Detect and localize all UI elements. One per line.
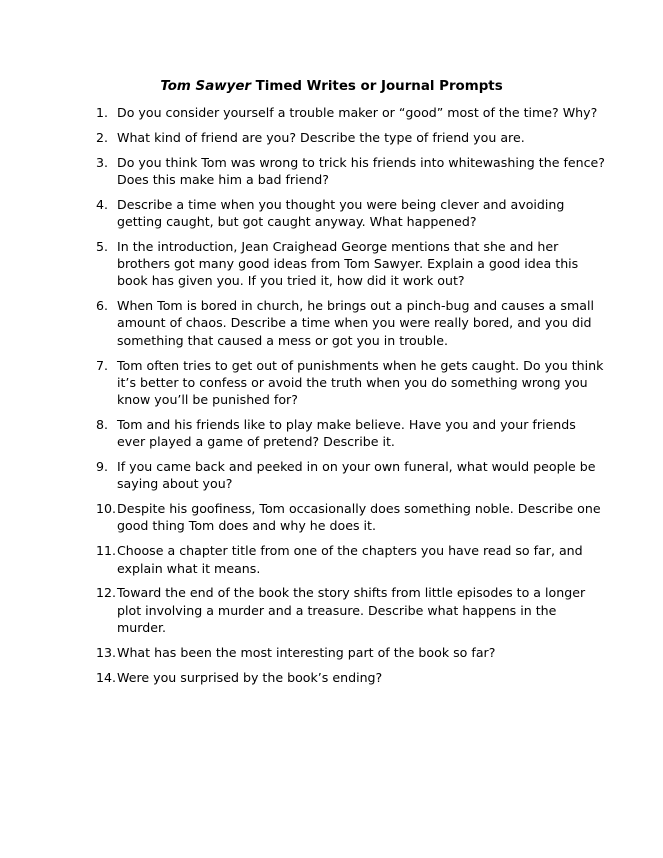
title-book-name: Tom Sawyer	[160, 79, 252, 94]
prompt-number: 1.	[96, 105, 109, 120]
prompt-text-line: What kind of friend are you? Describe the type of friend you are.	[117, 129, 525, 145]
prompt-item	[96, 154, 605, 189]
prompt-item	[96, 129, 596, 146]
prompt-number: 8.	[96, 416, 109, 432]
prompt-list	[96, 104, 605, 693]
prompt-number: 9.	[96, 459, 109, 475]
prompt-text-line: it’s better to confess or avoid the truth when you do something wrong you	[117, 374, 588, 390]
prompt-text-line: ever played a game of pretend? Describe it.	[117, 434, 395, 450]
prompt-text-line: something that caused a mess or got you in trouble.	[117, 332, 448, 348]
prompt-item	[96, 458, 596, 493]
prompt-item	[96, 238, 596, 290]
prompt-text-line: explain what it means.	[117, 560, 261, 576]
prompt-text-line: know you’ll be punished for?	[117, 392, 298, 408]
prompt-number: 7.	[96, 357, 109, 373]
prompt-item	[96, 416, 596, 451]
prompt-number: 12.	[96, 585, 117, 601]
prompt-item	[96, 644, 596, 661]
prompt-text-line: Do you consider yourself a trouble maker or “good” most of the time? Why?	[117, 105, 598, 120]
prompt-text-line: good thing Tom does and why he does it.	[117, 518, 376, 534]
prompt-item	[96, 669, 596, 686]
prompt-item	[96, 584, 596, 636]
prompt-text-line: In the introduction, Jean Craighead George mentions that she and her	[117, 238, 559, 254]
prompt-text-line: Describe a time when you thought you were being clever and avoiding	[117, 196, 565, 212]
page-title	[0, 78, 663, 96]
prompt-number: 11.	[96, 543, 117, 559]
prompt-text-line: amount of chaos. Describe a time when you were really bored, and you did	[117, 315, 592, 331]
prompt-item	[96, 542, 596, 577]
prompt-number: 3.	[96, 154, 109, 170]
prompt-text-line: Do you think Tom was wrong to trick his friends into whitewashing the fence?	[117, 154, 605, 170]
prompt-item	[96, 104, 596, 121]
prompt-text-line: Despite his goofiness, Tom occasionally does something noble. Describe one	[117, 501, 601, 517]
prompt-text-line: Toward the end of the book the story shifts from little episodes to a longer	[117, 585, 586, 601]
prompt-text-line: murder.	[117, 619, 166, 635]
prompt-number: 6.	[96, 298, 109, 314]
prompt-item	[96, 357, 604, 409]
prompt-item	[96, 297, 596, 349]
prompt-text-line: book has given you. If you tried it, how did it work out?	[117, 273, 465, 289]
prompt-text-line: Were you surprised by the book’s ending?	[117, 669, 383, 685]
prompt-text-line: getting caught, but got caught anyway. What happened?	[117, 213, 477, 229]
prompt-text-line: brothers got many good ideas from Tom Sawyer. Explain a good idea this	[117, 256, 579, 272]
prompt-text-line: What has been the most interesting part of the book so far?	[117, 644, 496, 660]
title-text: Timed Writes or Journal Prompts	[251, 79, 503, 94]
prompt-text-line: saying about you?	[117, 476, 233, 492]
prompt-number: 13.	[96, 644, 117, 660]
prompt-item	[96, 196, 596, 231]
prompt-number: 2.	[96, 129, 109, 145]
prompt-text-line: Tom often tries to get out of punishments when he gets caught. Do you think	[117, 357, 604, 373]
prompt-item	[96, 500, 601, 535]
prompt-text-line: Choose a chapter title from one of the chapters you have read so far, and	[117, 543, 583, 559]
prompt-text-line: When Tom is bored in church, he brings out a pinch-bug and causes a small	[117, 298, 594, 314]
prompt-number: 10.	[96, 501, 117, 517]
prompt-text-line: Does this make him a bad friend?	[117, 171, 329, 187]
prompt-number: 5.	[96, 238, 109, 254]
prompt-text-line: If you came back and peeked in on your own funeral, what would people be	[117, 459, 596, 475]
prompt-text-line: Tom and his friends like to play make believe. Have you and your friends	[117, 416, 576, 432]
prompt-text-line: plot involving a murder and a treasure. Describe what happens in the	[117, 602, 557, 618]
prompt-number: 4.	[96, 196, 109, 212]
prompt-number: 14.	[96, 669, 117, 685]
